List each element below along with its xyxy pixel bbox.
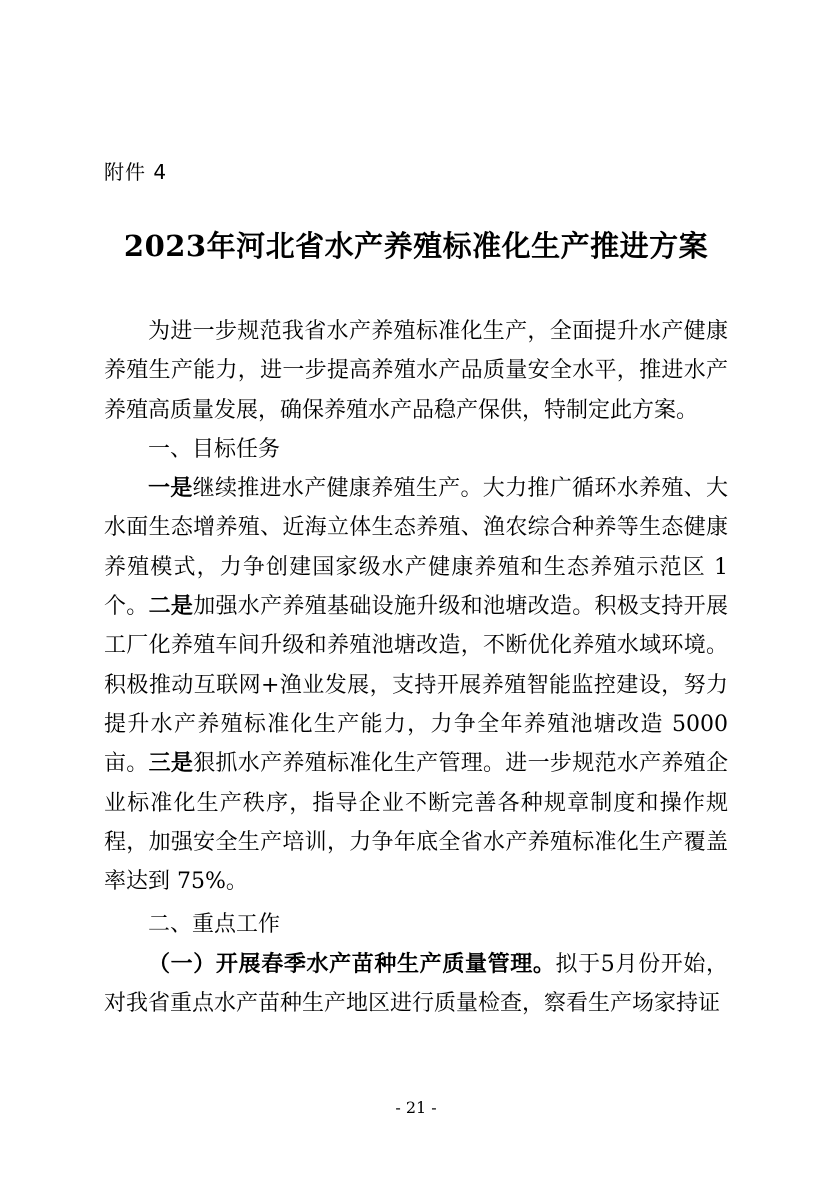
attachment-label: 附件 4 <box>104 160 168 184</box>
sub-1-text: 拟于5月份开始，对我省重点水产苗种生产地区进行质量检查，察看生产场家持证 <box>104 951 728 1017</box>
section-1-heading: 一、目标任务 <box>148 436 281 462</box>
sub-1-lead: （一）开展春季水产苗种生产质量管理。 <box>148 950 556 977</box>
item-2-lead: 二是 <box>148 594 194 620</box>
intro-paragraph: 为进一步规范我省水产养殖标准化生产，全面提升水产健康养殖生产能力，进一步提高养殖水产品质量安全水平，推进水产养殖高质量发展，确保养殖水产品稳产保供，特制定此方案。 <box>104 319 728 423</box>
item-3-lead: 三是 <box>148 751 194 777</box>
page-number: - 21 - <box>395 1098 437 1117</box>
item-1-lead: 一是 <box>148 476 193 502</box>
document-title: 2023年河北省水产养殖标准化生产推进方案 <box>123 229 709 263</box>
item-2-text: 加强水产养殖基础设施升级和池塘改造。积极支持开展工厂化养殖车间升级和养殖池塘改造，不断优化养殖水域环境。积极推动互联网+渔业发展，支持开展养殖智能监控建设，努力提升水产养殖标准化生产能力，力争全年养殖池塘改造 5000 亩。 <box>104 594 728 777</box>
section-1-content <box>104 469 728 901</box>
section-2-sub-1 <box>104 945 728 1024</box>
item-1-text: 继续推进水产健康养殖生产。大力推广循环水养殖、大水面生态增养殖、近海立体生态养殖、渔农综合种养等生态健康养殖模式，力争创建国家级水产健康养殖和生态养殖示范区 1 个。 <box>104 476 728 620</box>
section-2-heading: 二、重点工作 <box>148 912 281 938</box>
document-body <box>104 312 728 1023</box>
item-3-text: 狠抓水产养殖标准化生产管理。进一步规范水产养殖企业标准化生产秩序，指导企业不断完善各种规章制度和操作规程，加强安全生产培训，力争年底全省水产养殖标准化生产覆盖率达到 75%。 <box>104 751 728 895</box>
